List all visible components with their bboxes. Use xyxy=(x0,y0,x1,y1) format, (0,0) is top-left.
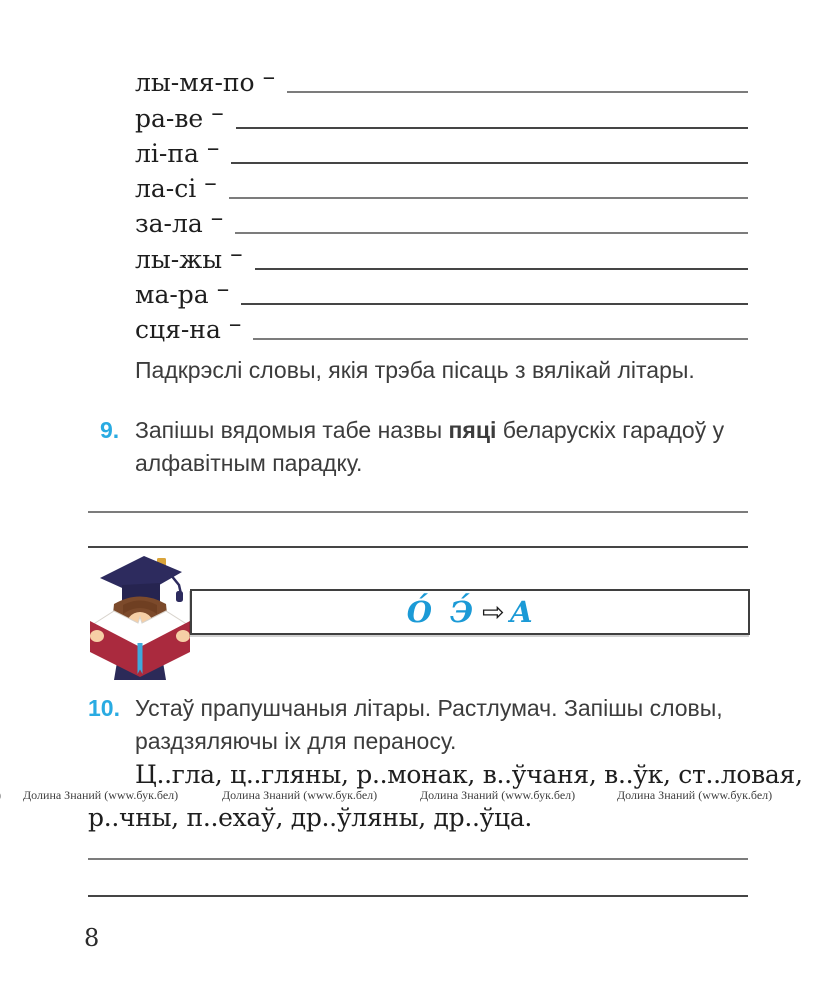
syllable-label: ла-сі xyxy=(135,174,197,204)
answer-blank-line xyxy=(235,232,748,234)
exercise-number: 10. xyxy=(88,695,120,721)
dash: – xyxy=(230,238,243,268)
accented-vowel-o: О́ xyxy=(406,594,432,629)
syllable-label: сця-на xyxy=(135,315,221,345)
answer-blank-line xyxy=(253,338,748,340)
syllable-row xyxy=(135,310,748,345)
answer-blank-line xyxy=(287,91,748,93)
syllable-label: лі-па xyxy=(135,138,199,168)
watermark: Долина Знаний (www.бук.бел) xyxy=(23,788,179,802)
syllable-row xyxy=(135,169,748,204)
exercise-9-text-start: Запішы вядомыя табе назвы xyxy=(135,417,449,443)
word-material-line-1: Ц..гла, ц..гляны, р..монак, в..ўчаня, в..ўк, ст..ловая, xyxy=(135,760,803,789)
answer-blank-line xyxy=(241,303,748,305)
watermark: Долина Знаний (www.бук.бел) xyxy=(420,788,576,802)
answer-blank-line xyxy=(236,127,748,129)
syllable-label: ма-ра xyxy=(135,280,209,310)
answer-blank-line xyxy=(88,895,748,897)
word-material-line-2: р..чны, п..ехаў, др..ўляны, др..ўца. xyxy=(88,803,533,832)
dash: – xyxy=(210,203,224,233)
exercise-9-text-end: беларускіх гарадоў у алфавітным парадку. xyxy=(135,417,731,476)
watermark-row xyxy=(0,788,815,803)
exercise-number: 9. xyxy=(100,417,120,443)
answer-blank-line xyxy=(88,858,748,860)
syllable-row xyxy=(135,204,748,239)
syllable-label: за-ла xyxy=(135,209,203,239)
exercise-text xyxy=(135,414,750,480)
syllable-label: лы-мя-по xyxy=(135,68,255,98)
girl-reading-book-illustration xyxy=(84,552,196,680)
exercise-text: Устаў прапушчаныя літары. Растлумач. Запішы словы, раздзяляючы іх для пераносу. xyxy=(135,695,730,754)
dash: – xyxy=(211,97,224,127)
vowel-a: А xyxy=(509,594,534,629)
dash: – xyxy=(216,274,230,304)
dash: – xyxy=(206,132,220,162)
answer-blank-line xyxy=(88,511,748,513)
watermark: Долина Знаний (www.бук.бел) xyxy=(222,788,378,802)
answer-blank-line xyxy=(231,162,748,164)
exercise-10 xyxy=(88,692,750,758)
answer-blank-line xyxy=(255,268,748,270)
syllable-row xyxy=(135,134,748,169)
accented-vowel-e: Э́ xyxy=(449,594,474,629)
exercise-9 xyxy=(100,414,750,480)
syllable-row xyxy=(135,239,748,274)
spelling-rule-box xyxy=(190,589,750,635)
dash: – xyxy=(204,168,217,198)
syllable-row xyxy=(135,98,748,133)
answer-blank-line xyxy=(229,197,748,199)
page-number: 8 xyxy=(84,924,100,952)
watermark: Долина Знаний (www.бук.бел) xyxy=(617,788,773,802)
underline-instruction: Падкрэслі словы, якія трэба пісаць з вялікай літары. xyxy=(135,357,695,383)
answer-blank-line xyxy=(88,546,748,548)
syllable-row xyxy=(135,275,748,310)
dash: – xyxy=(228,309,242,339)
exercise-9-bold-word: пяці xyxy=(448,417,497,443)
right-arrow-icon: ⇨ xyxy=(482,596,505,628)
dash: – xyxy=(262,62,276,92)
syllable-label: лы-жы xyxy=(135,244,223,274)
syllable-label: ра-ве xyxy=(135,103,204,133)
watermark-partial xyxy=(0,788,1,803)
syllable-row xyxy=(135,63,748,98)
syllable-list xyxy=(135,63,748,345)
